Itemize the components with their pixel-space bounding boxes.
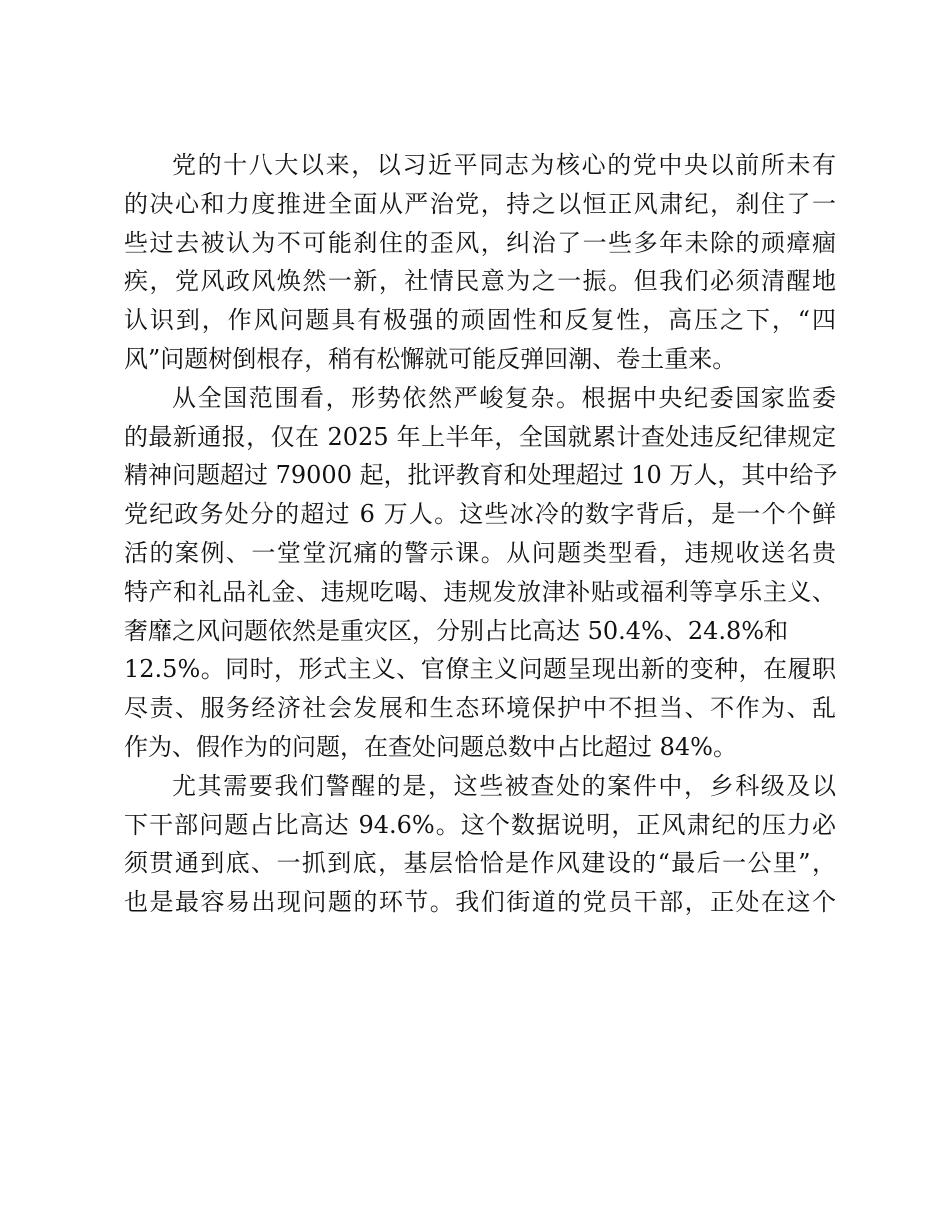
paragraph-2-line-4: 党纪政务处分的超过 6 万人。这些冰冷的数字背后，是一个个鲜 xyxy=(124,500,836,529)
paragraph-1-line-1: 党的十八大以来，以习近平同志为核心的党中央以前所未有 xyxy=(172,151,836,179)
paragraph-3-line-4: 也是最容易出现问题的环节。我们街道的党员干部，正处在这个 xyxy=(124,888,836,917)
paragraph-2-line-6: 特产和礼品礼金、违规吃喝、违规发放津补贴或福利等享乐主义、 xyxy=(124,577,836,606)
paragraph-2-line-1: 从全国范围看，形势依然严峻复杂。根据中央纪委国家监委 xyxy=(172,383,836,412)
document-body xyxy=(124,146,836,922)
paragraph-2-line-7: 奢靡之风问题依然是重灾区，分别占比高达 50.4%、24.8%和 xyxy=(124,616,789,645)
paragraph-2-line-2: 的最新通报，仅在 2025 年上半年，全国就累计查处违反纪律规定 xyxy=(124,422,836,451)
paragraph-3-line-1: 尤其需要我们警醒的是，这些被查处的案件中，乡科级及以 xyxy=(172,771,836,800)
paragraph-2-line-10: 作为、假作为的问题，在查处问题总数中占比超过 84%。 xyxy=(124,732,737,761)
paragraph-1-line-4: 疾，党风政风焕然一新，社情民意为之一振。但我们必须清醒地 xyxy=(124,267,836,296)
paragraph-3-line-3: 须贯通到底、一抓到底，基层恰恰是作风建设的“最后一公里”， xyxy=(124,849,836,878)
paragraph-1-line-2: 的决心和力度推进全面从严治党，持之以恒正风肃纪，刹住了一 xyxy=(124,189,836,218)
paragraph-2-line-9: 尽责、服务经济社会发展和生态环境保护中不担当、不作为、乱 xyxy=(124,694,836,723)
paragraph-2-line-5: 活的案例、一堂堂沉痛的警示课。从问题类型看，违规收送名贵 xyxy=(124,538,836,567)
paragraph-2-line-8: 12.5%。同时，形式主义、官僚主义问题呈现出新的变种，在履职 xyxy=(124,655,836,684)
paragraph-1-line-3: 些过去被认为不可能刹住的歪风，纠治了一些多年未除的顽瘴痼 xyxy=(124,228,836,257)
paragraph-3-line-2: 下干部问题占比高达 94.6%。这个数据说明，正风肃纪的压力必 xyxy=(124,810,836,839)
paragraph-1-line-6: 风”问题树倒根存，稍有松懈就可能反弹回潮、卷土重来。 xyxy=(124,344,737,373)
paragraph-2-line-3: 精神问题超过 79000 起，批评教育和处理超过 10 万人，其中给予 xyxy=(124,461,838,490)
paragraph-1-line-5: 认识到，作风问题具有极强的顽固性和反复性，高压之下，“四 xyxy=(124,306,836,335)
